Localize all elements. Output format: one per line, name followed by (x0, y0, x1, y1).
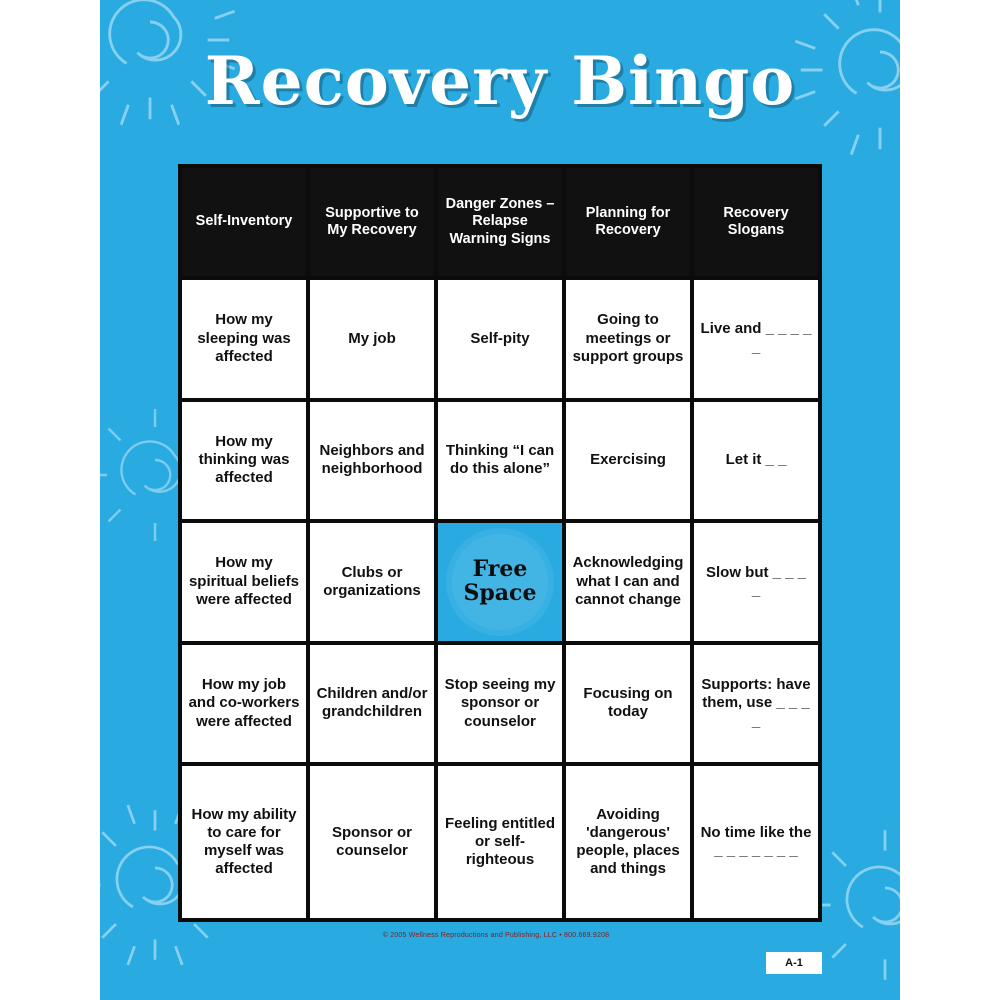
bingo-cell[interactable]: Avoiding 'dangerous' people, places and things (566, 766, 690, 918)
bingo-cell[interactable]: How my job and co-workers were affected (182, 645, 306, 763)
bingo-column-header: Planning for Recovery (566, 168, 690, 276)
bingo-cell[interactable]: Exercising (566, 402, 690, 520)
bingo-column-header: Recovery Slogans (694, 168, 818, 276)
bingo-cell[interactable]: Children and/or grandchildren (310, 645, 434, 763)
table-row (182, 766, 818, 918)
free-space-line-2: Space (463, 579, 537, 606)
bingo-cell[interactable]: My job (310, 280, 434, 398)
bingo-card (178, 164, 822, 922)
page-title: Recovery Bingo (204, 42, 796, 120)
bingo-cell[interactable]: Going to meetings or support groups (566, 280, 690, 398)
bingo-cell[interactable]: Slow but _ _ _ _ (694, 523, 818, 641)
bingo-cell[interactable]: Let it _ _ (694, 402, 818, 520)
bingo-cell[interactable]: Feeling entitled or self-righteous (438, 766, 562, 918)
table-row (182, 645, 818, 763)
page-code-badge: A-1 (766, 952, 822, 974)
bingo-column-header: Supportive to My Recovery (310, 168, 434, 276)
bingo-cell[interactable]: Stop seeing my sponsor or counselor (438, 645, 562, 763)
bingo-cell[interactable]: Thinking “I can do this alone” (438, 402, 562, 520)
bingo-cell[interactable]: No time like the _ _ _ _ _ _ _ (694, 766, 818, 918)
bingo-column-header: Self-Inventory (182, 168, 306, 276)
table-row (182, 523, 818, 641)
bingo-cell[interactable]: Acknowledging what I can and cannot change (566, 523, 690, 641)
bingo-cell[interactable]: Neighbors and neighborhood (310, 402, 434, 520)
copyright-notice: © 2005 Wellness Reproductions and Publishing, LLC • 800.669.9208 (382, 932, 610, 939)
bingo-cell[interactable]: Focusing on today (566, 645, 690, 763)
bingo-cell[interactable]: Self-pity (438, 280, 562, 398)
bingo-cell[interactable]: How my spiritual beliefs were affected (182, 523, 306, 641)
bingo-cell[interactable]: Sponsor or counselor (310, 766, 434, 918)
bingo-cell[interactable]: How my sleeping was affected (182, 280, 306, 398)
bingo-cell[interactable]: How my thinking was affected (182, 402, 306, 520)
table-row (182, 280, 818, 398)
bingo-column-header: Danger Zones – Relapse Warning Signs (438, 168, 562, 276)
bingo-header-row (182, 168, 818, 276)
bingo-free-space-cell[interactable] (438, 523, 562, 641)
free-space-line-1: Free (472, 556, 528, 583)
bingo-cell[interactable]: Clubs or organizations (310, 523, 434, 641)
bingo-cell[interactable]: How my ability to care for myself was affected (182, 766, 306, 918)
free-space-label (444, 558, 556, 606)
bingo-table (178, 164, 822, 922)
bingo-cell[interactable]: Live and _ _ _ _ _ (694, 280, 818, 398)
poster-background (100, 0, 900, 1000)
table-row (182, 402, 818, 520)
bingo-cell[interactable]: Supports: have them, use _ _ _ _ (694, 645, 818, 763)
